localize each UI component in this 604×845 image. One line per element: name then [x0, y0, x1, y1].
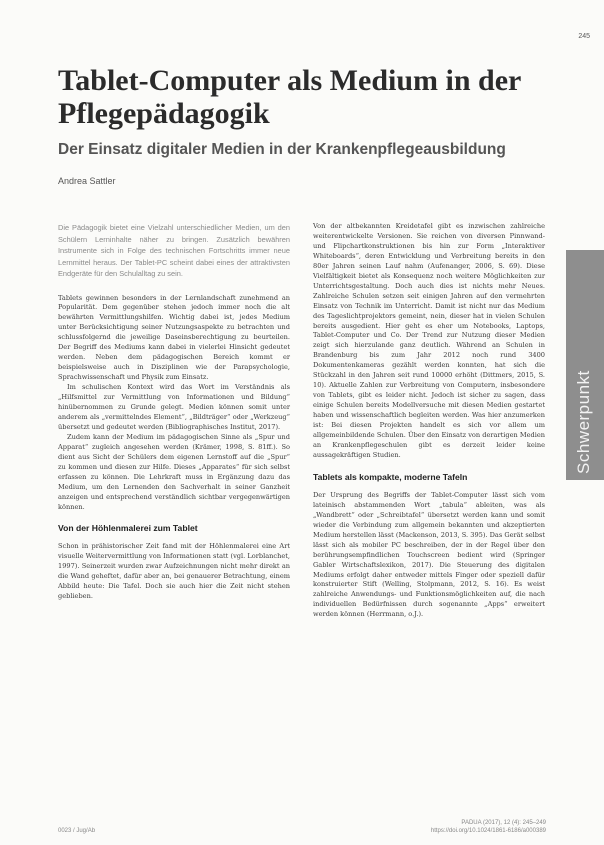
footer-left: 0023 / Jug/Ab: [58, 828, 96, 834]
left-column: [58, 222, 290, 602]
footer-right: [431, 819, 546, 835]
body-paragraph: Zudem kann der Medium im pädagogischen Sinne als „Spur und Apparat“ zugleich angesehen werden (Krämer, 1998, S. 81ff.). So dient aus Sicht der Schülers dem eigenen Lernstoff auf die „Spur“ zu kommen und diesen zur Hilfe. Dieses „Apparates“ für sich selbst erfassen zu können. Die Lehrkraft muss in Ergänzung dazu das Medium, um den Lernenden den Sachverhalt in seiner Ganzheit anzeigen und entsprechend verständlich sichtbar vergegenwärtigen können.: [58, 432, 290, 511]
body-paragraph: Von der altbekannten Kreidetafel gibt es inzwischen zahlreiche weiterentwickelte Versionen. Sie reichen von diversen Pinnwand- und Flipchartkonstruktionen bis hin zur Form „Interaktiver Whiteboards“, deren Entwicklung und Verbreitung bereits in den 80er Jahren seinen Lauf nahm (Aufenanger, 2006, S. 69). Diese Vielfältigkeit bietet als Konsequenz noch weitere Möglichkeiten zur Unterrichtsgestaltung. Doch auch dies ist nichts mehr Neues. Zahlreiche Schulen setzen seit einigen Jahren auf den vermehrten Einsatz von Technik im Unterricht. Damit ist nicht nur das Medium des Tageslichtprojektors gemeint, nein, dieser hat in vielen Schulen bereits ausgedient. Hier geht es eher um Notebooks, Laptops, Tablet-Computer und Co. Der Trend zur Nutzung dieser Medien zeigt sich hierzulande ganz deutlich. Während an Schulen in Brandenburg bis zum Jahr 2012 noch rund 3400 Dokumentenkameras gezählt werden konnten, hat sich die Stückzahl in den Jahren seit rund 10000 erhöht (Dittmers, 2015, S. 10). Aktuelle Zahlen zur Verbreitung von Computern, insbesondere von Tablets, gibt es leider nicht. Jedoch ist sicher zu sagen, dass einige Schulen bereits Modellversuche mit diesen Medien gestartet haben und wissenschaftlich begleiten werden. Was hier anzumerken ist: Bei diesen Projekten handelt es sich vor allem um allgemeinbildende Schulen. Über den Einsatz von derartigen Medien an Krankenpflegeschulen gibt es derzeit leider keine aussagekräftigen Studien.: [313, 222, 545, 459]
section-heading: Tablets als kompakte, moderne Tafeln: [313, 471, 468, 482]
body-paragraph: Schon in prähistorischer Zeit fand mit der Höhlenmalerei eine Art visuelle Weitervermittlung von Informationen statt (vgl. Lorblanchet, 1997). Seinerzeit wurden zwar Aufzeichnungen nicht mehr direkt an die Wand geheftet, dafür aber an, bei genauerer Betrachtung, einem Abbild heute: Die Tafel. Doch sie auch hier die Zeit nicht stehen geblieben.: [58, 542, 290, 601]
author: Andrea Sattler: [58, 176, 116, 186]
section-label: Schwerpunkt: [574, 370, 593, 474]
citation: PADUA (2017), 12 (4): 245–249: [461, 820, 546, 826]
article-subtitle: Der Einsatz digitaler Medien in der Krankenpflegeausbildung: [58, 141, 506, 158]
article-title: Tablet-Computer als Medium in der Pflegepädagogik: [58, 64, 521, 130]
doi-link[interactable]: https://doi.org/10.1024/1861-6186/a000389: [430, 828, 546, 834]
body-paragraph: Der Ursprung des Begriffs der Tablet-Computer lässt sich vom lateinisch abstammenden Wort „tabula“ ableiten, was als „Wandbrett“ oder „Schreibtafel“ übersetzt werden kann und somit wieder die Verbindung zum allgemein bekannten und akzeptierten Medium herstellen lässt (Mackenson, 2013, S. 395). Das Gerät selbst lässt sich als mobiler PC beschreiben, der in der Regel über den berührungsempfindlichen Touchscreen bedient wird (Springer Gabler Wirtschaftslexikon, 2017). Die Steuerung des digitalen Mediums erfolgt daher entweder mittels Finger oder speziell dafür konstruierter Stift (Welling, Stolpmann, 2012, S. 16). Es weist zahlreiche Anwendungs- und Funktionsmöglichkeiten auf, die nach individuellen Bedürfnissen durch sogenannte „Apps“ erweitert werden können (Herrmann, o.J.).: [313, 490, 545, 619]
body-paragraph: Tablets gewinnen besonders in der Lernlandschaft zunehmend an Popularität. Dem gegenüber stehen jedoch immer noch die alt bewährten Vermittlungshilfen. Wichtig dabei ist, jedes Medium unter Berücksichtigung seiner Nutzungsaspekte zu betrachten und schlussfolgernd die jeweilige Daseinsberechtigung zu beurteilen. Der Begriff des Mediums kann dabei in vielerlei Hinsicht gedeutet werden. Neben dem pädagogischen Bereich kommt er beispielsweise auch in Disziplinen wie der Parapsychologie, Sprachwissenschaft und Physik zum Einsatz.: [58, 293, 290, 382]
page-number: 245: [578, 33, 590, 40]
body-paragraph: Im schulischen Kontext wird das Wort im Verständnis als „Hilfsmittel zur Vermittlung von Informationen und Bildung“ hinübernommen zu Grunde gelegt. Medien können somit unter anderem als „vermittelndes Element“, „Bildträger“ oder „Werkzeug“ übersetzt und gedeutet werden (Bibliographisches Institut, 2017).: [58, 383, 290, 431]
right-column: [313, 222, 545, 620]
section-heading: Von der Höhlenmalerei zum Tablet: [58, 523, 198, 534]
lead-paragraph: Die Pädagogik bietet eine Vielzahl unterschiedlicher Medien, um den Schülern Lerninhalte näher zu bringen. Zusätzlich bewähren Instrumente sich in Folge des technischen Fortschritts immer neue Lernmittel heraus. Der Tablet-PC scheint dabei eines der attraktivsten Endgeräte für den Schulalltag zu sein.: [58, 223, 290, 278]
